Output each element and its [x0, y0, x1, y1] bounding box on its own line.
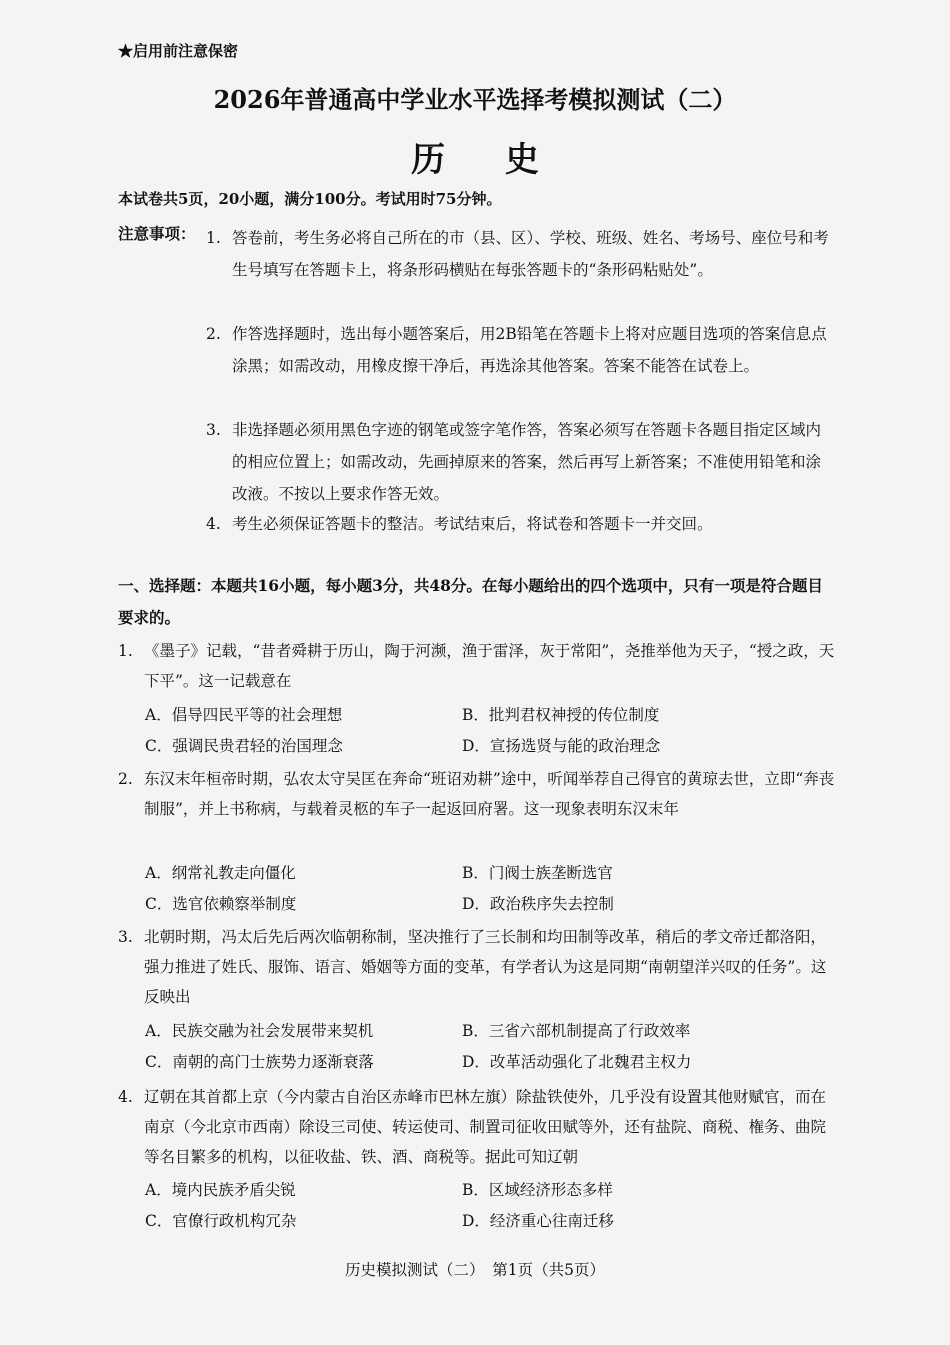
notice-item — [200, 508, 840, 540]
question — [118, 922, 838, 1012]
question-stem: 《墨子》记载，“昔者舜耕于历山，陶于河濒，渔于雷泽，灰于常阳”，尧推举他为天子，“授之政，天下平”。这一记载意在 — [144, 642, 835, 690]
option-c: C．官僚行政机构冗杂 — [145, 1212, 297, 1230]
page-footer: 历史模拟测试（二） 第1页（共5页） — [345, 1261, 605, 1279]
question-number: 2. — [118, 770, 133, 788]
exam-intro: 本试卷共5页，20小题，满分100分。考试用时75分钟。 — [118, 190, 502, 208]
question — [118, 1082, 838, 1172]
option-d: D．政治秩序失去控制 — [462, 895, 614, 913]
notice-num: 3. — [206, 421, 221, 439]
question-number: 4. — [118, 1088, 133, 1106]
option-a: A．倡导四民平等的社会理想 — [145, 706, 343, 724]
notice-num: 4. — [206, 515, 221, 533]
option-a: A．境内民族矛盾尖锐 — [145, 1181, 296, 1199]
notice-num: 1. — [206, 229, 221, 247]
notice-label: 注意事项： — [118, 224, 196, 243]
question — [118, 764, 838, 854]
notice-text: 作答选择题时，选出每小题答案后，用2B铅笔在答题卡上将对应题目选项的答案信息点涂黑；如需改动，用橡皮擦干净后，再选涂其他答案。答案不能答在试卷上。 — [232, 325, 827, 375]
question-stem: 东汉末年桓帝时期，弘农太守吴匡在奔命“班诏劝耕”途中，听闻举荐自己得官的黄琼去世，立即“奔丧制服”，并上书称病，与载着灵柩的车子一起返回府署。这一现象表明东汉末年 — [144, 770, 835, 818]
notice-num: 2. — [206, 325, 221, 343]
question — [118, 636, 838, 696]
notice-text: 非选择题必须用黑色字迹的钢笔或签字笔作答，答案必须写在答题卡各题目指定区域内的相应位置上；如需改动，先画掉原来的答案，然后再写上新答案；不准使用铅笔和涂改液。不按以上要求作答无效。 — [232, 421, 822, 503]
option-c: C．选官依赖察举制度 — [145, 895, 297, 913]
option-c: C．强调民贵君轻的治国理念 — [145, 737, 343, 755]
secret-mark: ★启用前注意保密 — [118, 42, 239, 60]
option-b: B．区域经济形态多样 — [462, 1181, 613, 1199]
notice-text: 考生必须保证答题卡的整洁。考试结束后，将试卷和答题卡一并交回。 — [232, 515, 713, 533]
notice-item — [200, 222, 840, 318]
option-b: B．批判君权神授的传位制度 — [462, 706, 660, 724]
subject-title: 历 史 — [411, 140, 563, 180]
option-a: A．民族交融为社会发展带来契机 — [145, 1022, 374, 1040]
option-a: A．纲常礼教走向僵化 — [145, 864, 296, 882]
option-b: B．门阀士族垄断选官 — [462, 864, 613, 882]
option-d: D．改革活动强化了北魏君主权力 — [462, 1053, 692, 1071]
option-d: D．经济重心往南迁移 — [462, 1212, 614, 1230]
question-number: 3. — [118, 928, 133, 946]
question-stem: 辽朝在其首都上京（今内蒙古自治区赤峰市巴林左旗）除盐铁使外，几乎没有设置其他财赋官，而在南京（今北京市西南）除设三司使、转运使司、制置司征收田赋等外，还有盐院、商税、権务、曲院等名目繁多的机构，以征收盐、铁、酒、商税等。据此可知辽朝 — [144, 1088, 827, 1166]
notice-item — [200, 414, 840, 510]
option-d: D．宣扬选贤与能的政治理念 — [462, 737, 661, 755]
notice-text: 答卷前，考生务必将自己所在的市（县、区）、学校、班级、姓名、考场号、座位号和考生号填写在答题卡上，将条形码横贴在每张答题卡的“条形码粘贴处”。 — [232, 229, 829, 279]
exam-title: 2026年普通高中学业水平选择考模拟测试（二） — [213, 85, 737, 114]
notice-item — [200, 318, 840, 414]
question-stem: 北朝时期，冯太后先后两次临朝称制，坚决推行了三长制和均田制等改革，稍后的孝文帝迁都洛阳，强力推进了姓氏、服饰、语言、婚姻等方面的变革，有学者认为这是同期“南朝望洋兴叹的任务”。这反映出 — [144, 928, 827, 1006]
option-c: C．南朝的高门士族势力逐渐衰落 — [145, 1053, 374, 1071]
option-b: B．三省六部机制提高了行政效率 — [462, 1022, 691, 1040]
question-number: 1. — [118, 642, 133, 660]
section-heading: 一、选择题：本题共16小题，每小题3分，共48分。在每小题给出的四个选项中，只有一项是符合题目要求的。 — [118, 576, 823, 627]
